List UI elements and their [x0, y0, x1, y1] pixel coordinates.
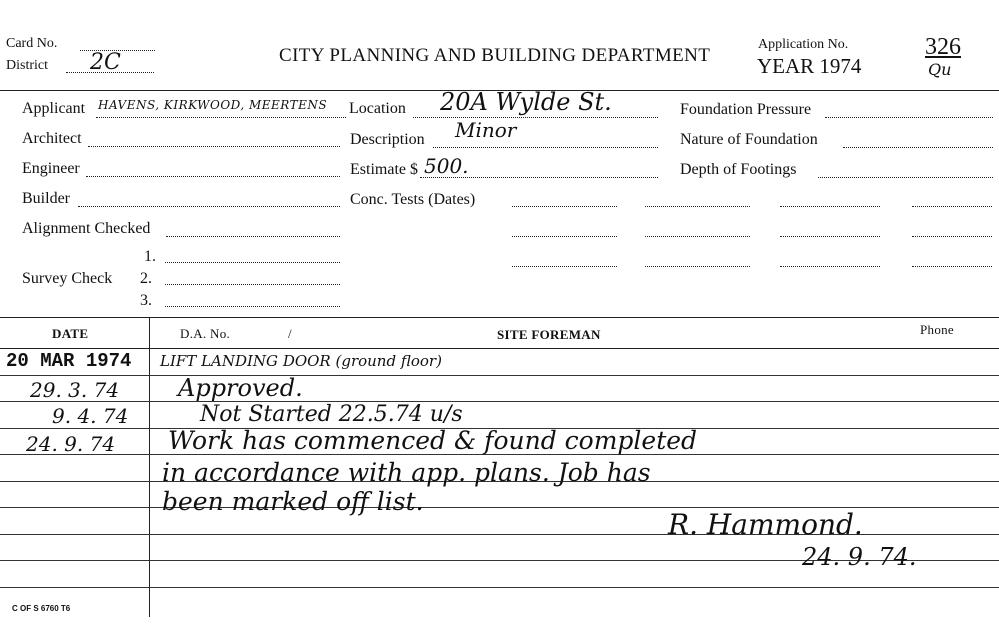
description-value: Minor [455, 118, 517, 142]
conc-tests-label: Conc. Tests (Dates) [350, 191, 476, 208]
nature-of-foundation-label: Nature of Foundation [680, 131, 818, 148]
estimate-label: Estimate $ [350, 161, 418, 178]
entry-date-4: 24. 9. 74 [26, 432, 116, 456]
conc-test-line [912, 266, 992, 267]
card-no-label: Card No. [6, 36, 58, 51]
conc-test-line [512, 206, 617, 207]
entry-text-3: Not Started 22.5.74 u/s [200, 402, 463, 427]
description-label: Description [350, 131, 425, 148]
depth-of-footings-label: Depth of Footings [680, 161, 797, 178]
survey-line-3 [165, 306, 340, 307]
conc-test-line [912, 206, 992, 207]
ruled-line [0, 375, 999, 376]
application-no-label: Application No. [758, 37, 849, 52]
survey-line-2 [165, 284, 340, 285]
alignment-checked-label: Alignment Checked [22, 220, 151, 237]
conc-test-line [780, 236, 880, 237]
applicant-label: Applicant [22, 100, 86, 117]
location-value: 20A Wylde St. [440, 88, 612, 116]
entry-date-2: 29. 3. 74 [30, 378, 120, 402]
ruled-line [0, 401, 999, 402]
phone-header: Phone [920, 322, 954, 337]
entry-text-2: Approved. [178, 374, 303, 402]
nature-of-foundation-line [843, 147, 993, 148]
conc-test-line [645, 266, 750, 267]
site-foreman-header: SITE FOREMAN [497, 327, 601, 342]
engineer-line [86, 176, 340, 177]
da-no-header: D.A. No. [180, 326, 231, 341]
foundation-pressure-line [825, 117, 993, 118]
survey-number-1: 1. [144, 248, 156, 265]
location-line [413, 117, 658, 118]
entry-date-3: 9. 4. 74 [52, 404, 129, 428]
architect-line [88, 146, 340, 147]
builder-line [78, 206, 340, 207]
conc-test-line [512, 236, 617, 237]
date-column-divider [149, 317, 150, 617]
builder-label: Builder [22, 190, 70, 207]
architect-label: Architect [22, 130, 82, 147]
engineer-label: Engineer [22, 160, 80, 177]
estimate-value: 500. [424, 154, 469, 178]
entry-text-6: been marked off list. [162, 487, 424, 516]
application-number: 326 [925, 34, 961, 60]
applicant-value: HAVENS, KIRKWOOD, MEERTENS [98, 98, 328, 112]
district-value: 2C [90, 50, 121, 75]
table-header-divider [0, 348, 999, 349]
da-slash: / [288, 326, 292, 341]
application-initials: Qu [928, 60, 952, 79]
district-label: District [6, 58, 48, 73]
conc-test-line [780, 206, 880, 207]
survey-number-2: 2. [140, 270, 152, 287]
depth-of-footings-line [818, 177, 993, 178]
form-code: C OF S 6760 T6 [12, 604, 71, 613]
location-label: Location [349, 100, 406, 117]
survey-check-label: Survey Check [22, 270, 113, 287]
entry-text-5: in accordance with app. plans. Job has [162, 458, 651, 487]
ruled-line [0, 587, 999, 588]
survey-number-3: 3. [140, 292, 152, 309]
description-line [433, 147, 658, 148]
survey-line-1 [165, 262, 340, 263]
foundation-pressure-label: Foundation Pressure [680, 101, 812, 118]
entry-text-4: Work has commenced & found completed [168, 426, 698, 455]
conc-test-line [912, 236, 992, 237]
year-label: YEAR 1974 [757, 54, 862, 78]
conc-test-line [645, 206, 750, 207]
applicant-line [96, 117, 346, 118]
department-title: CITY PLANNING AND BUILDING DEPARTMENT [279, 45, 711, 66]
conc-test-line [645, 236, 750, 237]
conc-test-line [512, 266, 617, 267]
alignment-checked-line [166, 236, 340, 237]
entry-date-1: 20 MAR 1974 [6, 350, 132, 372]
date-header: DATE [52, 326, 89, 341]
conc-test-line [780, 266, 880, 267]
entry-text-1: LIFT LANDING DOOR (ground floor) [160, 352, 442, 370]
signature-date: 24. 9. 74. [802, 543, 917, 571]
signature: R. Hammond. [668, 508, 863, 541]
